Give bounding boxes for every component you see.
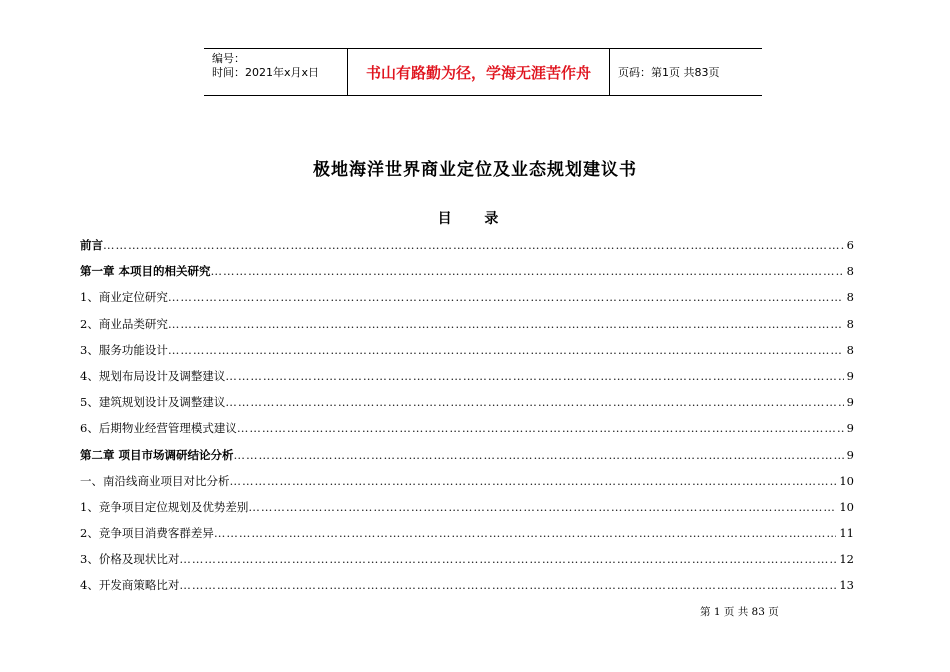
toc-leader-dots — [179, 576, 836, 594]
toc-leader-dots — [230, 472, 837, 490]
header-motto: 书山有路勤为径，学海无涯苦作舟 — [347, 49, 610, 95]
toc-entry-page: 6 — [846, 238, 854, 252]
number-label: 编号： — [212, 52, 245, 65]
toc-leader-dots — [103, 236, 844, 254]
toc-entry-label: 5、建筑规划设计及调整建议 — [80, 395, 226, 410]
toc-entry[interactable] — [80, 288, 854, 314]
toc-entry-label: 2、竞争项目消费客群差异 — [80, 526, 214, 541]
toc-entry[interactable] — [80, 236, 854, 262]
toc-entry-label: 前言 — [80, 238, 103, 252]
toc-entry-page: 8 — [846, 264, 854, 279]
page-header — [204, 48, 762, 96]
page-footer: 第 1 页 共 83 页 — [700, 606, 779, 618]
toc-leader-dots — [168, 315, 844, 333]
toc-entry-label: 2、商业品类研究 — [80, 316, 168, 331]
toc-entry-label: 3、价格及现状比对 — [80, 552, 180, 567]
toc-entry-page: 9 — [846, 447, 854, 462]
toc-heading: 目 录 — [437, 211, 513, 227]
toc-entry[interactable] — [80, 262, 854, 288]
toc-entry[interactable] — [80, 498, 854, 524]
toc-entry-label: 1、竞争项目定位规划及优势差别 — [80, 499, 249, 514]
toc-entry-page: 13 — [839, 578, 854, 593]
toc-entry-page: 10 — [839, 473, 854, 488]
toc-entry-label: 一、南沿线商业项目对比分析 — [80, 473, 230, 488]
toc-entry[interactable] — [80, 524, 854, 550]
toc-entry[interactable] — [80, 315, 854, 341]
toc-leader-dots — [168, 341, 844, 359]
toc-entry-page: 12 — [839, 552, 854, 567]
time-label: 时间：2021年x月x日 — [212, 66, 320, 79]
toc-leader-dots — [237, 419, 844, 437]
toc-entry[interactable] — [80, 393, 854, 419]
toc-entry-page: 9 — [846, 368, 854, 383]
toc-entry-label: 3、服务功能设计 — [80, 342, 168, 357]
toc-leader-dots — [214, 524, 837, 542]
toc-entry[interactable] — [80, 550, 854, 576]
toc-entry-page: 8 — [846, 316, 854, 331]
header-page-info: 页码：第1页 共83页 — [618, 66, 720, 79]
toc-entry-label: 1、商业定位研究 — [80, 290, 168, 305]
toc-entry[interactable] — [80, 341, 854, 367]
toc-entry-page: 10 — [839, 499, 854, 514]
toc-leader-dots — [234, 446, 844, 464]
toc-entry-label: 第一章 本项目的相关研究 — [80, 264, 211, 279]
toc-leader-dots — [225, 393, 843, 411]
toc-entry-page: 11 — [839, 526, 854, 541]
toc-entry[interactable] — [80, 367, 854, 393]
toc-entry-label: 第二章 项目市场调研结论分析 — [80, 447, 234, 462]
table-of-contents — [80, 236, 854, 603]
toc-leader-dots — [211, 262, 844, 280]
toc-leader-dots — [179, 550, 836, 568]
document-title: 极地海洋世界商业定位及业态规划建议书 — [313, 160, 637, 180]
toc-entry-page: 8 — [846, 290, 854, 305]
toc-entry-label: 4、规划布局设计及调整建议 — [80, 368, 226, 383]
toc-entry[interactable] — [80, 419, 854, 445]
toc-entry-page: 8 — [846, 342, 854, 357]
toc-leader-dots — [168, 288, 844, 306]
toc-entry[interactable] — [80, 446, 854, 472]
toc-entry[interactable] — [80, 576, 854, 602]
toc-entry-page: 9 — [846, 421, 854, 436]
toc-entry-page: 9 — [846, 395, 854, 410]
toc-entry-label: 4、开发商策略比对 — [80, 578, 180, 593]
header-meta — [204, 49, 347, 95]
toc-leader-dots — [225, 367, 843, 385]
toc-leader-dots — [248, 498, 836, 516]
toc-entry-label: 6、后期物业经营管理模式建议 — [80, 421, 237, 436]
toc-entry[interactable] — [80, 472, 854, 498]
